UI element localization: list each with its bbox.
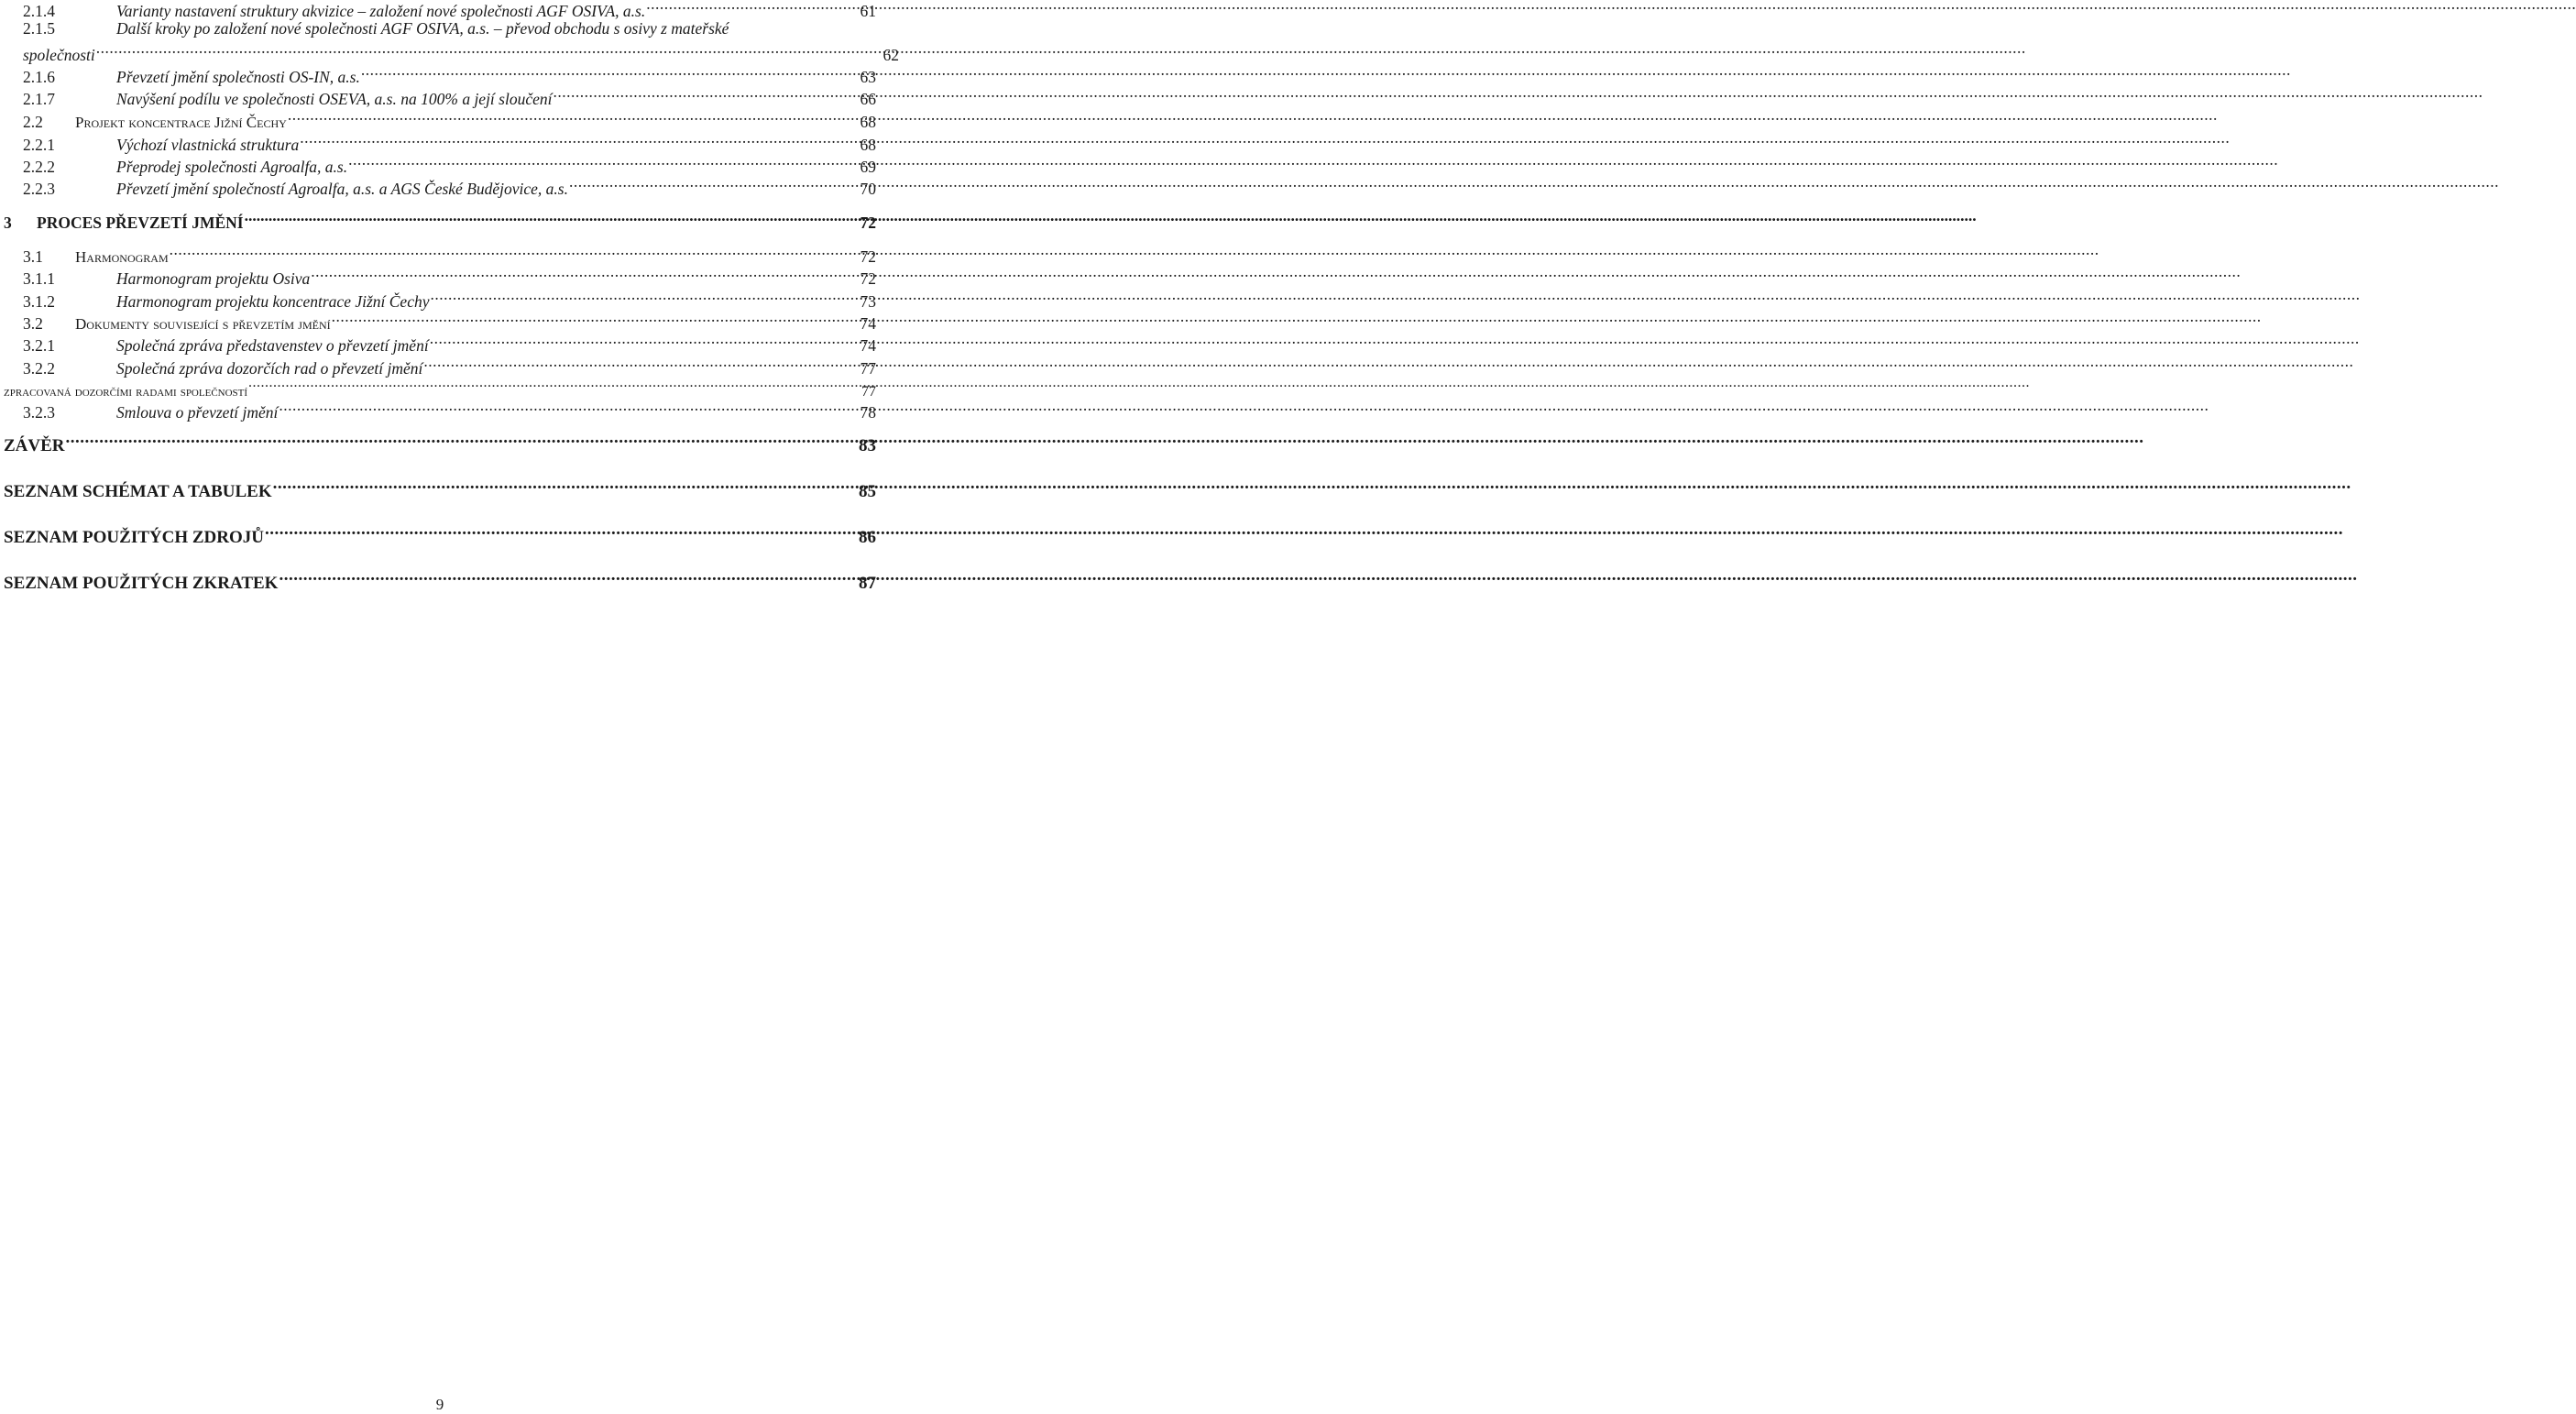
toc-entry-page: 77 bbox=[860, 359, 876, 378]
toc-entry-number: 3.2 bbox=[23, 314, 43, 333]
toc-entry-page: 77 bbox=[861, 384, 876, 400]
toc-entry-number: 3.2.2 bbox=[23, 359, 55, 378]
toc-leader-dots bbox=[361, 62, 860, 82]
toc-entry-page: 62 bbox=[882, 46, 899, 64]
toc-entry-number: 2.1.6 bbox=[23, 68, 55, 86]
toc-entry-chapter[interactable] bbox=[0, 522, 876, 548]
toc-leader-dots bbox=[248, 376, 860, 396]
toc-entry-title: Převzetí jmění společnosti OS-IN, a.s. bbox=[116, 68, 360, 86]
toc-leader-dots bbox=[311, 264, 859, 284]
toc-entry-chapter[interactable] bbox=[0, 568, 876, 594]
toc-entry-number: 3.1.1 bbox=[23, 269, 55, 288]
toc-entry-number: 2.2.1 bbox=[23, 136, 55, 154]
toc-entry-title: společnosti bbox=[23, 46, 95, 64]
toc-entry-title: Přeprodej společnosti Agroalfa, a.s. bbox=[116, 158, 348, 176]
toc-entry-title: Další kroky po založení nové společnosti AGF OSIVA, a.s. – převod obchodu s osivy z mateřské bbox=[116, 19, 729, 38]
toc-entry-title: Smlouva o převzetí jmění bbox=[116, 403, 279, 422]
toc-entry-page: 74 bbox=[860, 314, 876, 333]
toc-entry-number: 2.1.4 bbox=[23, 2, 55, 20]
toc-entry-page: 83 bbox=[859, 436, 876, 455]
toc-entry-title: Harmonogram bbox=[75, 248, 169, 266]
toc-entry-page: 72 bbox=[860, 247, 876, 266]
toc-entry-page: 69 bbox=[860, 158, 876, 176]
toc-entry-number: 2.2.3 bbox=[23, 180, 55, 198]
toc-entry-number: 2.2 bbox=[23, 113, 43, 131]
toc-leader-dots bbox=[430, 331, 860, 351]
toc-entry-page: 66 bbox=[860, 90, 876, 108]
toc-entry-title: zpracovaná dozorčími radami společností bbox=[4, 384, 248, 400]
toc-leader-dots bbox=[245, 208, 860, 228]
toc-entry-title: Převzetí jmění společností Agroalfa, a.s. a AGS České Budějovice, a.s. bbox=[116, 180, 568, 198]
toc-entry-title: Projekt koncentrace Jižní Čechy bbox=[75, 114, 287, 131]
toc-entry-title: SEZNAM SCHÉMAT A TABULEK bbox=[4, 482, 272, 501]
toc-entry-number: 3.1 bbox=[23, 247, 43, 266]
toc-entry-page: 85 bbox=[859, 482, 876, 501]
toc-entry-page: 72 bbox=[860, 214, 876, 232]
toc-entry-number: 3.2.1 bbox=[23, 336, 55, 355]
toc-entry-number: 2.1.7 bbox=[23, 90, 55, 108]
toc-leader-dots bbox=[279, 398, 859, 418]
toc-entry-number: 3.2.3 bbox=[23, 403, 55, 422]
toc-entry-page: 78 bbox=[860, 403, 876, 422]
toc-leader-dots bbox=[423, 354, 859, 374]
toc-entry-title: SEZNAM POUŽITÝCH ZDROJŮ bbox=[4, 528, 264, 547]
toc-entry[interactable] bbox=[0, 174, 876, 199]
toc-entry-page: 72 bbox=[860, 269, 876, 288]
toc-entry-page: 86 bbox=[859, 528, 876, 547]
toc-entry-title: Harmonogram projektu koncentrace Jižní Čechy bbox=[116, 292, 430, 311]
toc-entry-page: 61 bbox=[860, 2, 876, 20]
toc-entry-page: 70 bbox=[860, 180, 876, 198]
toc-leader-dots bbox=[273, 477, 858, 497]
toc-leader-dots bbox=[279, 568, 858, 588]
toc-entry-number: 2.1.5 bbox=[23, 19, 55, 38]
toc-leader-dots bbox=[96, 40, 882, 60]
toc-entry-number: 3 bbox=[4, 214, 12, 232]
toc-entry[interactable] bbox=[0, 18, 876, 38]
toc-entry-chapter[interactable] bbox=[0, 208, 876, 233]
toc-leader-dots bbox=[348, 152, 859, 172]
toc-entry-number: 3.1.2 bbox=[23, 292, 55, 311]
toc-entry-chapter[interactable] bbox=[0, 431, 876, 456]
toc-entry-page: 68 bbox=[860, 136, 876, 154]
toc-leader-dots bbox=[265, 522, 858, 543]
toc-entry-title: PROCES PŘEVZETÍ JMĚNÍ bbox=[37, 214, 244, 232]
toc-leader-dots bbox=[554, 84, 860, 104]
toc-leader-dots bbox=[170, 242, 860, 262]
toc-entry-title: Harmonogram projektu Osiva bbox=[116, 269, 311, 288]
toc-entry-page: 68 bbox=[860, 113, 876, 131]
toc-entry-title: ZÁVĚR bbox=[4, 436, 65, 455]
toc-entry-title: Společná zpráva představenstev o převzetí jmění bbox=[116, 336, 429, 355]
toc-entry-page: 73 bbox=[860, 292, 876, 311]
toc-leader-dots bbox=[332, 309, 860, 329]
toc-leader-dots bbox=[300, 130, 859, 150]
toc-leader-dots bbox=[569, 174, 860, 194]
toc-entry-chapter[interactable] bbox=[0, 477, 876, 502]
toc-entry-number: 2.2.2 bbox=[23, 158, 55, 176]
toc-entry-title: Výchozí vlastnická struktura bbox=[116, 136, 300, 154]
page-number: 9 bbox=[435, 1396, 444, 1413]
toc-entry-page: 87 bbox=[859, 574, 876, 593]
toc-entry-title: SEZNAM POUŽITÝCH ZKRATEK bbox=[4, 574, 279, 593]
toc-entry-page: 63 bbox=[860, 68, 876, 86]
toc-leader-dots bbox=[288, 107, 860, 127]
toc-entry[interactable] bbox=[0, 398, 876, 422]
toc-entry-title: Dokumenty související s převzetím jmění bbox=[75, 315, 331, 333]
toc-entry-title: Navýšení podílu ve společnosti OSEVA, a.s. na 100% a její sloučení bbox=[116, 90, 553, 108]
toc-leader-dots bbox=[66, 431, 858, 451]
toc-entry-title: Varianty nastavení struktury akvizice – založení nové společnosti AGF OSIVA, a.s. bbox=[116, 2, 646, 20]
toc-leader-dots bbox=[646, 0, 859, 16]
toc-entry-title: Společná zpráva dozorčích rad o převzetí jmění bbox=[116, 359, 423, 378]
toc-entry-page: 74 bbox=[860, 336, 876, 355]
toc-leader-dots bbox=[431, 287, 860, 307]
